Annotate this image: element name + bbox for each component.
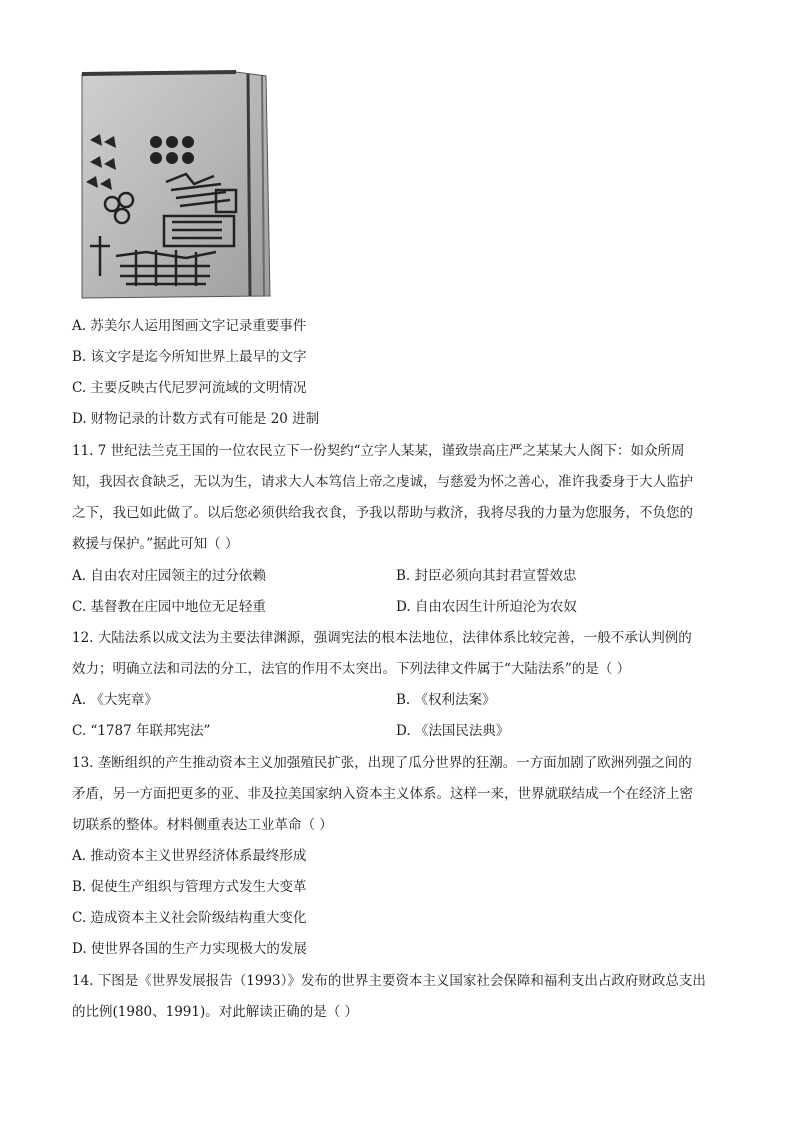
q10-option-d: D. 财物记录的计数方式有可能是 20 进制 — [72, 411, 320, 427]
clay-tablet-image — [76, 70, 272, 300]
q12-stem-line-1: 12. 大陆法系以成文法为主要法律渊源，强调宪法的根本法地位，法律体系比较完善，一般不承认判例的 — [72, 630, 692, 646]
q12-option-d: D. 《法国民法典》 — [396, 723, 510, 739]
q11-option-a: A. 自由农对庄园领主的过分依赖 — [72, 568, 266, 584]
q13-stem-line-2: 矛盾，另一方面把更多的亚、非及拉美国家纳入资本主义体系。这样一来，世界就联结成一个在经济上密 — [72, 786, 693, 802]
q13-option-a: A. 推动资本主义世界经济体系最终形成 — [72, 848, 307, 864]
q10-option-c: C. 主要反映古代尼罗河流域的文明情况 — [72, 380, 307, 396]
q11-option-b: B. 封臣必须向其封君宣誓效忠 — [396, 568, 577, 584]
q14-stem-line-1: 14. 下图是《世界发展报告（1993）》发布的世界主要资本主义国家社会保障和福利支出占政府财政总支出 — [72, 973, 706, 989]
q11-option-c: C. 基督教在庄园中地位无足轻重 — [72, 599, 266, 615]
q11-stem-line-1: 11. 7 世纪法兰克王国的一位农民立下一份契约“立字人某某，谨致崇高庄严之某某大人阁下：如众所周 — [72, 443, 685, 459]
q10-option-b: B. 该文字是迄今所知世界上最早的文字 — [72, 349, 307, 365]
q13-option-b: B. 促使生产组织与管理方式发生大变革 — [72, 879, 307, 895]
q12-option-b: B. 《权利法案》 — [396, 692, 496, 708]
q14-stem-line-2: 的比例(1980、1991)。对此解读正确的是（ ） — [72, 1004, 359, 1020]
q12-option-a: A. 《大宪章》 — [72, 692, 158, 708]
q13-stem-line-3: 切联系的整体。材料侧重表达工业革命（ ） — [72, 817, 333, 833]
q13-option-d: D. 使世界各国的生产力实现极大的发展 — [72, 941, 307, 957]
q11-option-d: D. 自由农因生计所迫沦为农奴 — [396, 599, 577, 615]
q11-stem-line-3: 之下，我已如此做了。以后您必须供给我衣食，予我以帮助与救济，我将尽我的力量为您服务，不负您的 — [72, 505, 693, 521]
q13-stem-line-1: 13. 垄断组织的产生推动资本主义加强殖民扩张，出现了瓜分世界的狂潮。一方面加剧了欧洲列强之间的 — [72, 755, 692, 771]
q11-stem-line-4: 救援与保护。”据此可知（ ） — [72, 536, 239, 552]
q11-stem-line-2: 知，我因衣食缺乏，无以为生，请求大人本笃信上帝之虔诚，与慈爱为怀之善心，准许我委身于大人监护 — [72, 474, 693, 490]
q10-option-a: A. 苏美尔人运用图画文字记录重要事件 — [72, 318, 307, 334]
q13-option-c: C. 造成资本主义社会阶级结构重大变化 — [72, 910, 307, 926]
q12-option-c: C. “1787 年联邦宪法” — [72, 723, 211, 739]
q12-stem-line-2: 效力；明确立法和司法的分工，法官的作用不太突出。下列法律文件属于“大陆法系”的是（ ） — [72, 661, 631, 677]
